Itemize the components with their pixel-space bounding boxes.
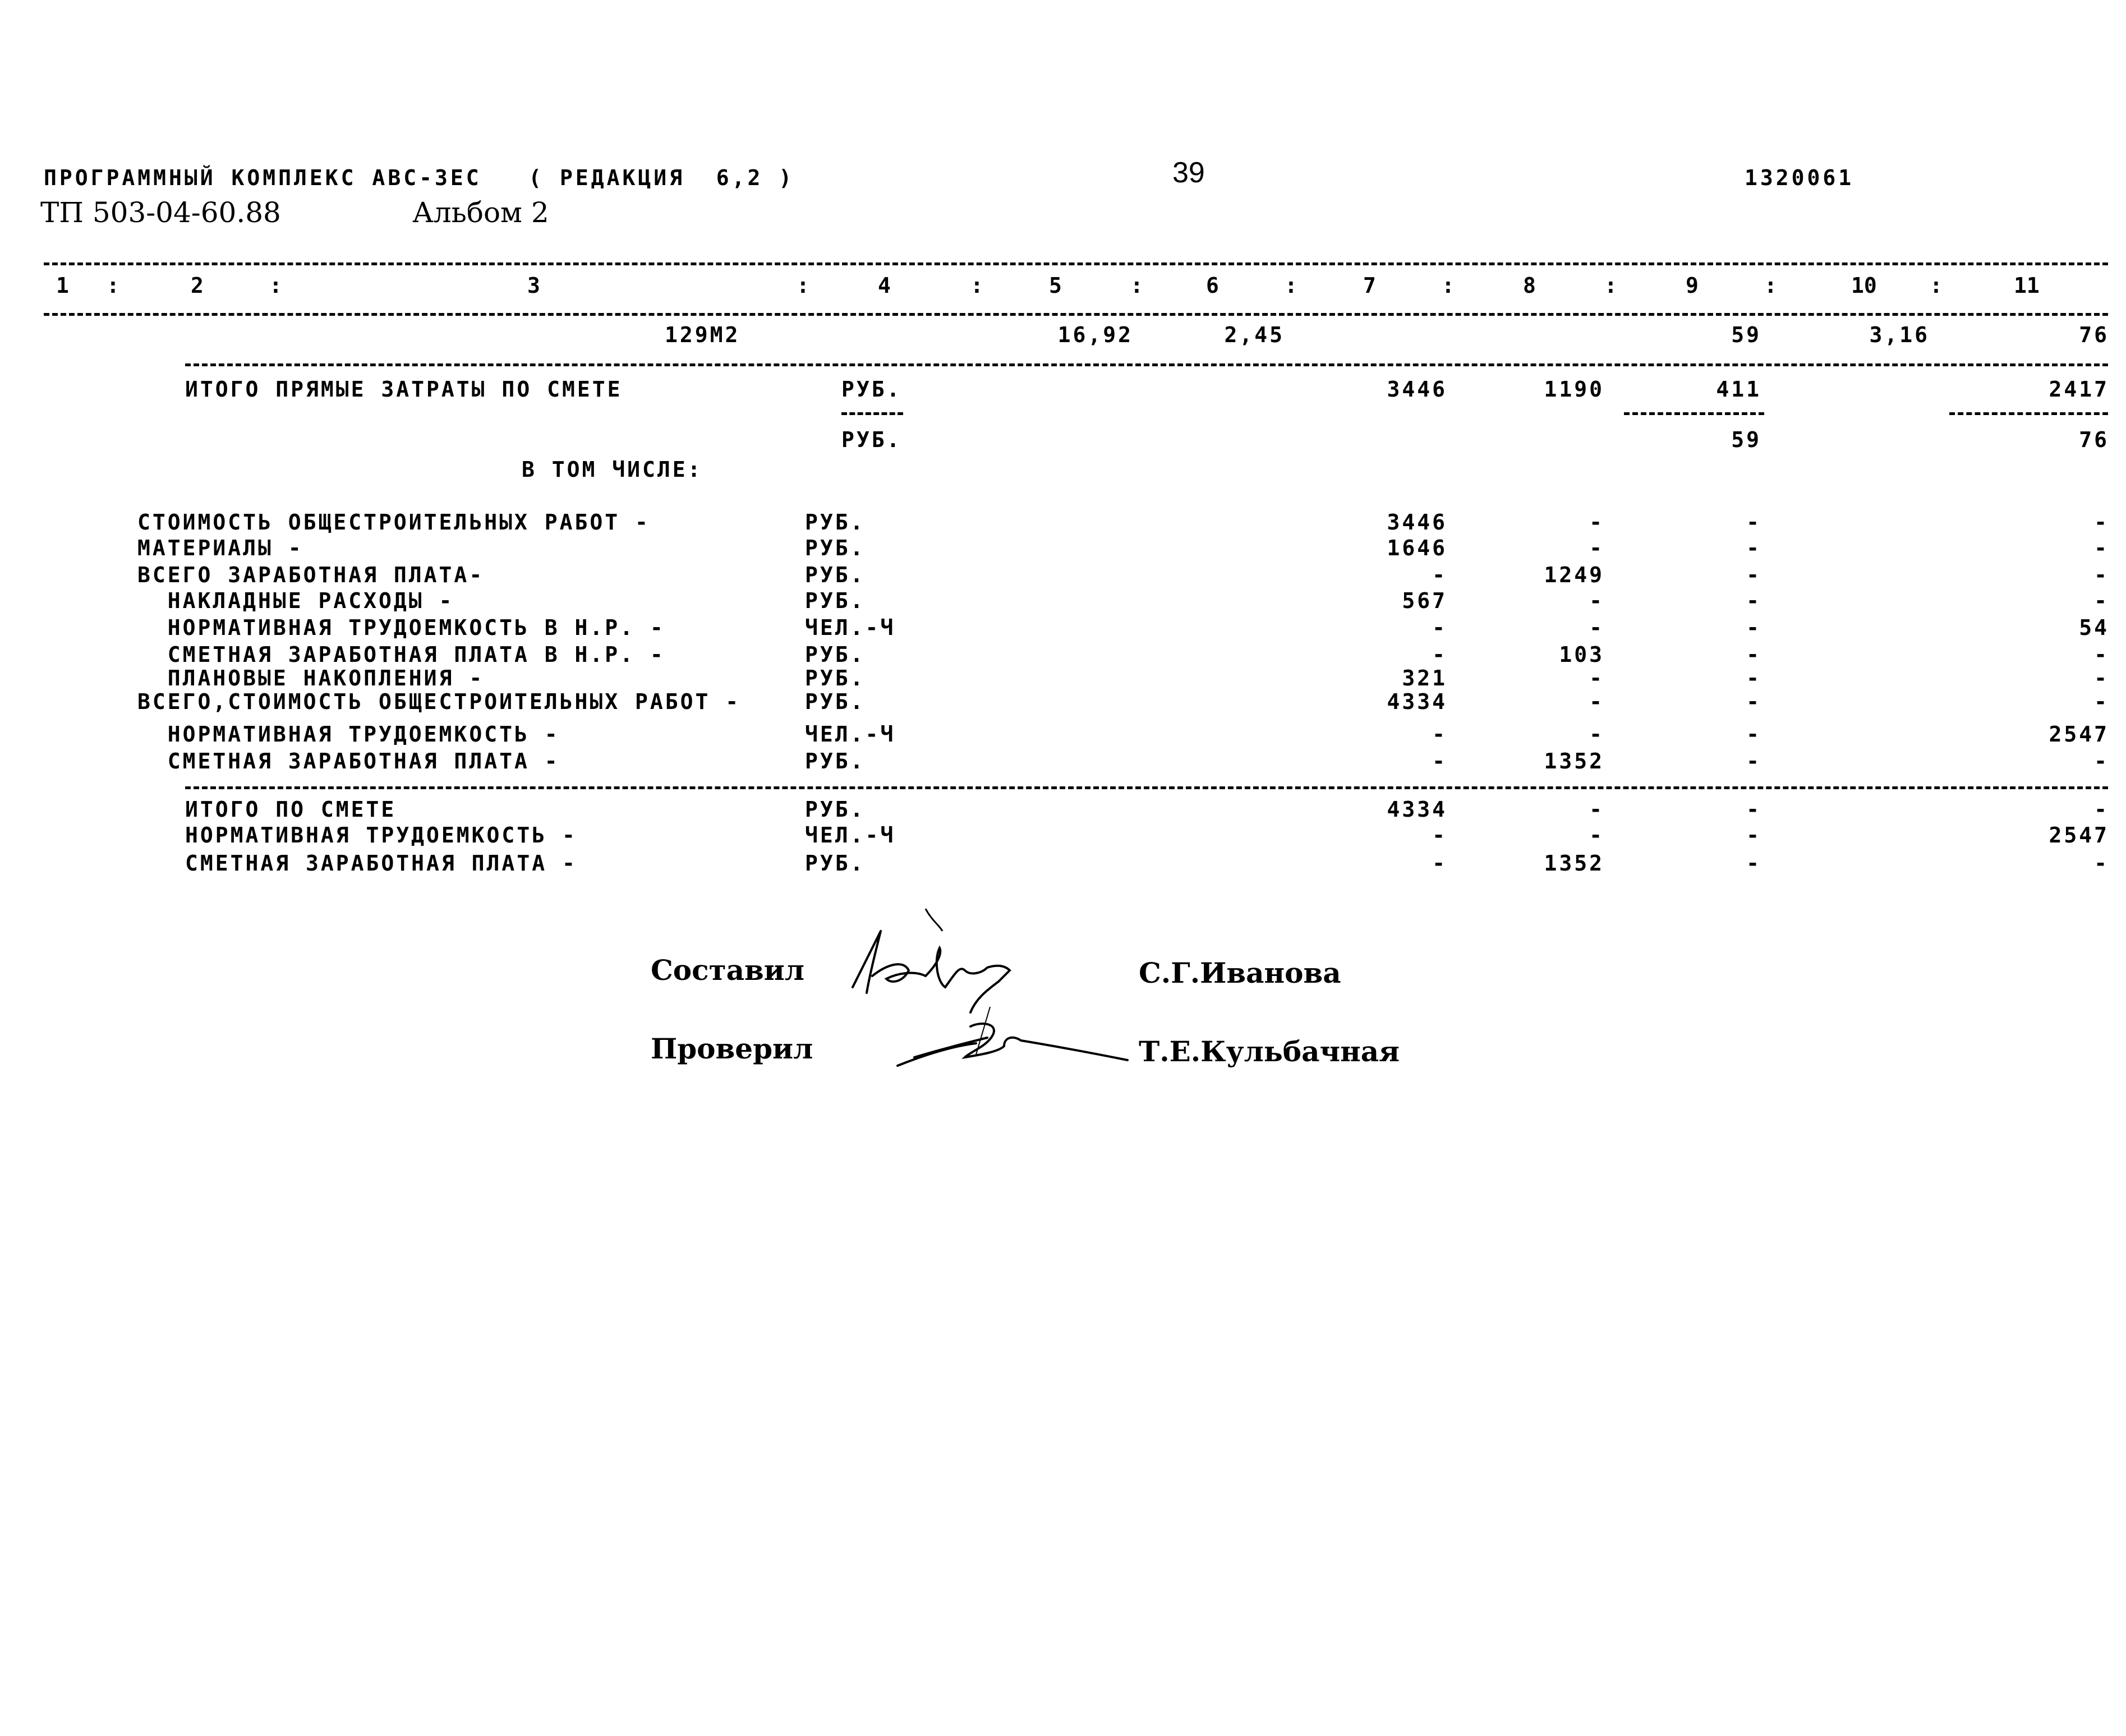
row-label: ВСЕГО ЗАРАБОТНАЯ ПЛАТА- <box>137 563 485 587</box>
row-c8: - <box>1589 615 1604 640</box>
divider <box>185 363 2108 366</box>
album-label: Альбом 2 <box>412 196 549 229</box>
column-number: 9 <box>1686 273 1699 298</box>
column-separator: : <box>1764 273 1777 298</box>
checked-name: Т.Е.Кульбачная <box>1139 1035 1400 1068</box>
row-c9: - <box>1746 615 1761 640</box>
row-c8: - <box>1589 536 1604 560</box>
row-c8: - <box>1589 666 1604 690</box>
page-number: 39 <box>1172 156 1205 189</box>
row-c9: - <box>1746 642 1761 667</box>
project-code: ТП 503-04-60.88 <box>40 196 281 229</box>
row-c7: - <box>1432 722 1447 747</box>
row-c11: - <box>2094 642 2109 667</box>
row-c11: - <box>2094 749 2109 773</box>
including-label: В ТОМ ЧИСЛЕ: <box>522 457 703 482</box>
column-number: 2 <box>191 273 204 298</box>
row-c9: - <box>1746 536 1761 560</box>
row-label: ИТОГО ПО СМЕТЕ <box>185 797 397 822</box>
column-separator: : <box>1604 273 1617 298</box>
column-number: 1 <box>56 273 69 298</box>
subtotal-area: 129М2 <box>665 323 740 347</box>
column-number: 10 <box>1851 273 1877 298</box>
row-c11: - <box>2094 797 2109 822</box>
row-label: СМЕТНАЯ ЗАРАБОТНАЯ ПЛАТА - <box>137 749 560 773</box>
row-c8: - <box>1589 722 1604 747</box>
row-c8: 103 <box>1559 642 1604 667</box>
direct-costs-c7: 3446 <box>1387 377 1447 402</box>
column-number: 7 <box>1363 273 1376 298</box>
row-c7: - <box>1432 823 1447 848</box>
subtotal-c10: 3,16 <box>1869 323 1930 347</box>
subtotal-c11: 76 <box>2079 323 2109 347</box>
checked-signature-icon <box>892 1004 1139 1077</box>
column-number: 4 <box>878 273 891 298</box>
direct-costs-c8: 1190 <box>1544 377 1604 402</box>
row-unit: ЧЕЛ.-Ч <box>805 615 896 640</box>
row-unit: РУБ. <box>805 689 866 714</box>
column-separator: : <box>107 273 119 298</box>
row-label: НАКЛАДНЫЕ РАСХОДЫ - <box>137 588 454 613</box>
row-c7: - <box>1432 851 1447 876</box>
column-number: 11 <box>2014 273 2040 298</box>
subtotal-c5: 16,92 <box>1057 323 1133 347</box>
direct-costs-label: ИТОГО ПРЯМЫЕ ЗАТРАТЫ ПО СМЕТЕ <box>185 377 623 402</box>
direct-costs-c11: 2417 <box>2049 377 2109 402</box>
row-unit: РУБ. <box>805 797 866 822</box>
row-unit: РУБ. <box>805 666 866 690</box>
row-c8: - <box>1589 689 1604 714</box>
column-separator: : <box>269 273 282 298</box>
row-c8: - <box>1589 823 1604 848</box>
row-c7: 567 <box>1402 588 1447 613</box>
row-c9: - <box>1746 749 1761 773</box>
row-c11: - <box>2094 588 2109 613</box>
row-c8: 1352 <box>1544 851 1604 876</box>
program-title: ПРОГРАММНЫЙ КОМПЛЕКС АВС-3ЕС ( РЕДАКЦИЯ 6,2 ) <box>44 165 795 190</box>
divider <box>841 412 903 415</box>
row-c7: - <box>1432 749 1447 773</box>
row-c9: - <box>1746 689 1761 714</box>
row-label: НОРМАТИВНАЯ ТРУДОЕМКОСТЬ - <box>137 722 560 747</box>
column-separator: : <box>970 273 983 298</box>
row-unit: РУБ. <box>805 536 866 560</box>
row-label: СТОИМОСТЬ ОБЩЕСТРОИТЕЛЬНЫХ РАБОТ - <box>137 510 650 535</box>
divider <box>44 313 2108 316</box>
row-unit: РУБ. <box>805 510 866 535</box>
row-c8: - <box>1589 588 1604 613</box>
row-c9: - <box>1746 666 1761 690</box>
direct-costs-c9: 411 <box>1716 377 1761 402</box>
row-c8: 1249 <box>1544 563 1604 587</box>
row-label: НОРМАТИВНАЯ ТРУДОЕМКОСТЬ В Н.Р. - <box>137 615 665 640</box>
row-label: СМЕТНАЯ ЗАРАБОТНАЯ ПЛАТА В Н.Р. - <box>137 642 665 667</box>
column-separator: : <box>797 273 809 298</box>
row-label: ВСЕГО,СТОИМОСТЬ ОБЩЕСТРОИТЕЛЬНЫХ РАБОТ - <box>137 689 741 714</box>
row-c11: - <box>2094 666 2109 690</box>
row-label: МАТЕРИАЛЫ - <box>137 536 303 560</box>
column-separator: : <box>1442 273 1455 298</box>
row-unit: ЧЕЛ.-Ч <box>805 722 896 747</box>
row-c11: 2547 <box>2049 823 2109 848</box>
row-c11: - <box>2094 563 2109 587</box>
column-separator: : <box>1285 273 1297 298</box>
row-c7: 1646 <box>1387 536 1447 560</box>
divider <box>185 786 2108 789</box>
row-c11: 54 <box>2079 615 2109 640</box>
subtotal-c6: 2,45 <box>1224 323 1285 347</box>
column-number: 3 <box>527 273 540 298</box>
row-c9: - <box>1746 510 1761 535</box>
row-c11: - <box>2094 851 2109 876</box>
divider <box>1624 412 1764 415</box>
row-c7: - <box>1432 642 1447 667</box>
row-c11: - <box>2094 689 2109 714</box>
direct-costs-c9b: 59 <box>1731 427 1761 452</box>
direct-costs-unit: РУБ. <box>841 377 902 402</box>
row-c11: - <box>2094 510 2109 535</box>
row-unit: РУБ. <box>805 563 866 587</box>
row-c9: - <box>1746 588 1761 613</box>
column-number: 5 <box>1049 273 1062 298</box>
subtotal-c9: 59 <box>1731 323 1761 347</box>
direct-costs-unit-2: РУБ. <box>841 427 902 452</box>
column-separator: : <box>1930 273 1943 298</box>
row-label: НОРМАТИВНАЯ ТРУДОЕМКОСТЬ - <box>185 823 577 848</box>
divider <box>1949 412 2108 415</box>
doc-code: 1320061 <box>1745 165 1855 190</box>
column-number: 8 <box>1523 273 1536 298</box>
row-c9: - <box>1746 851 1761 876</box>
row-unit: РУБ. <box>805 749 866 773</box>
direct-costs-c11b: 76 <box>2079 427 2109 452</box>
row-c7: 321 <box>1402 666 1447 690</box>
compiled-label: Составил <box>651 954 805 987</box>
checked-label: Проверил <box>651 1032 813 1065</box>
row-c11: - <box>2094 536 2109 560</box>
row-label: СМЕТНАЯ ЗАРАБОТНАЯ ПЛАТА - <box>185 851 577 876</box>
row-c7: 4334 <box>1387 797 1447 822</box>
row-c11: 2547 <box>2049 722 2109 747</box>
row-c9: - <box>1746 823 1761 848</box>
row-c7: 4334 <box>1387 689 1447 714</box>
row-label: ПЛАНОВЫЕ НАКОПЛЕНИЯ - <box>137 666 485 690</box>
row-c8: 1352 <box>1544 749 1604 773</box>
row-unit: РУБ. <box>805 642 866 667</box>
row-unit: РУБ. <box>805 588 866 613</box>
row-c9: - <box>1746 722 1761 747</box>
row-c7: - <box>1432 563 1447 587</box>
row-unit: ЧЕЛ.-Ч <box>805 823 896 848</box>
row-c7: - <box>1432 615 1447 640</box>
row-c8: - <box>1589 797 1604 822</box>
column-separator: : <box>1130 273 1143 298</box>
row-c8: - <box>1589 510 1604 535</box>
row-c7: 3446 <box>1387 510 1447 535</box>
row-unit: РУБ. <box>805 851 866 876</box>
column-number: 6 <box>1206 273 1219 298</box>
row-c9: - <box>1746 797 1761 822</box>
divider <box>44 263 2108 265</box>
compiled-name: С.Г.Иванова <box>1139 956 1341 989</box>
row-c9: - <box>1746 563 1761 587</box>
